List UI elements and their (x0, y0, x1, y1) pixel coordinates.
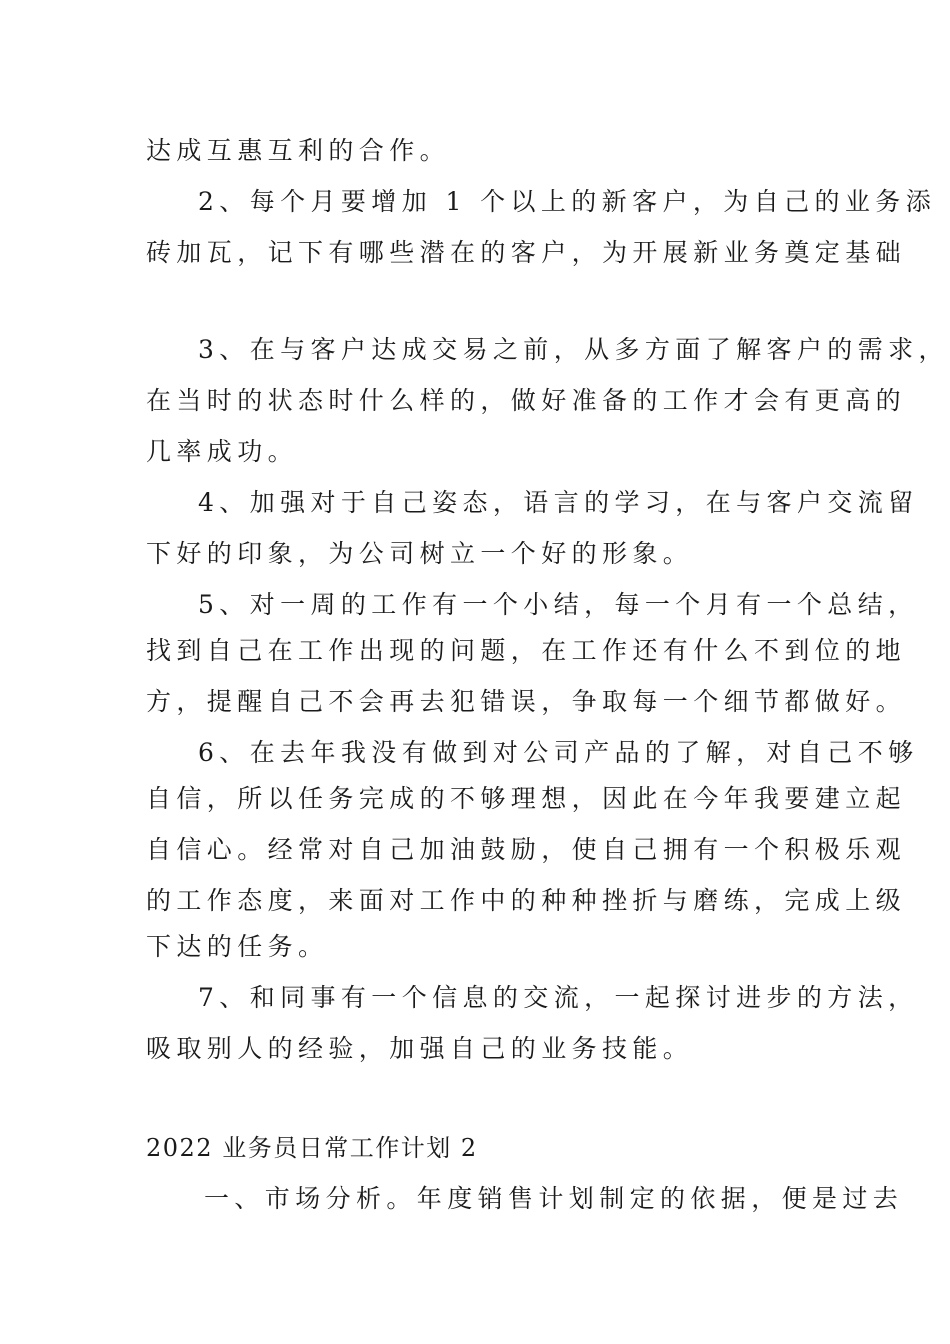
text-line: 一、市场分析。年度销售计划制定的依据，便是过去 (204, 1184, 904, 1213)
text-line: 自信心。经常对自己加油鼓励，使自己拥有一个积极乐观 (146, 835, 907, 864)
section-heading: 2022 业务员日常工作计划 2 (146, 1134, 478, 1162)
text-line: 5、对一周的工作有一个小结，每一个月有一个总结， (198, 590, 919, 619)
text-line: 下达的任务。 (146, 932, 329, 961)
text-line: 7、和同事有一个信息的交流，一起探讨进步的方法， (198, 983, 919, 1012)
text-line: 砖加瓦，记下有哪些潜在的客户，为开展新业务奠定基础 (146, 238, 907, 267)
text-line: 的工作态度，来面对工作中的种种挫折与磨练，完成上级 (146, 886, 907, 915)
text-line: 2、每个月要增加 1 个以上的新客户，为自己的业务添 (198, 187, 937, 216)
text-line: 6、在去年我没有做到对公司产品的了解，对自己不够 (198, 738, 919, 767)
text-line: 在当时的状态时什么样的，做好准备的工作才会有更高的 (146, 386, 907, 415)
text-line: 方，提醒自己不会再去犯错误，争取每一个细节都做好。 (146, 687, 907, 716)
text-line: 几率成功。 (146, 437, 299, 466)
text-line: 找到自己在工作出现的问题，在工作还有什么不到位的地 (146, 636, 907, 665)
text-line: 自信，所以任务完成的不够理想，因此在今年我要建立起 (146, 784, 907, 813)
text-line: 4、加强对于自己姿态，语言的学习，在与客户交流留 (198, 488, 919, 517)
text-line: 3、在与客户达成交易之前，从多方面了解客户的需求， (198, 335, 949, 364)
text-line: 下好的印象，为公司树立一个好的形象。 (146, 539, 694, 568)
text-line: 达成互惠互利的合作。 (146, 136, 451, 165)
text-line: 吸取别人的经验，加强自己的业务技能。 (146, 1034, 694, 1063)
